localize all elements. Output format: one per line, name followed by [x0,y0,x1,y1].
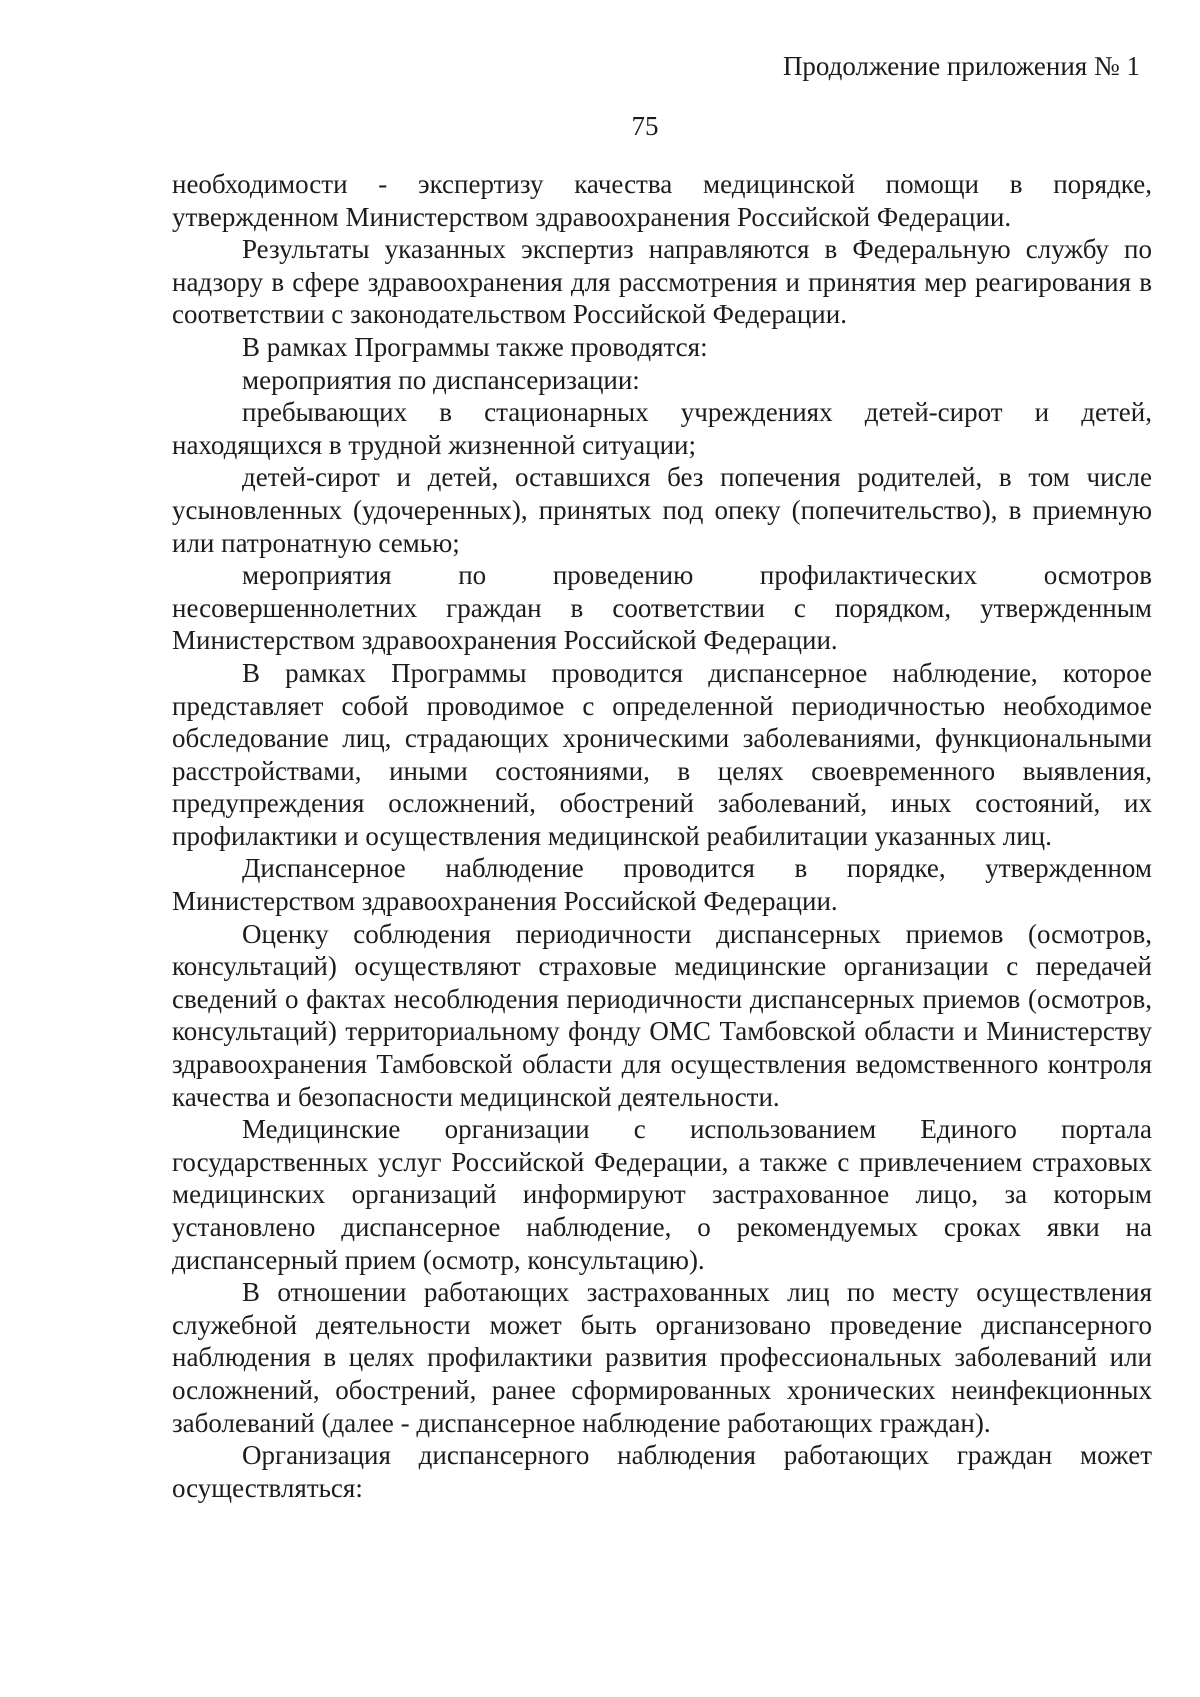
paragraph: Диспансерное наблюдение проводится в порядке, утвержденном Министерством здравоохранения Российской Федерации. [172,853,1152,917]
paragraph: В рамках Программы проводится диспансерное наблюдение, которое представляет собой проводимое с определенной периодичностью необходимое обследование лиц, страдающих хроническими заболеваниями, функциональными расстройствами, иными состояниями, в целях своевременного выявления, предупреждения осложнений, обострений заболеваний, иных состояний, их профилактики и осуществления медицинской реабилитации указанных лиц. [172,657,1152,851]
paragraph: Медицинские организации с использованием Единого портала государственных услуг Российской Федерации, а также с привлечением страховых медицинских организаций информируют застрахованное лицо, за которым установлено диспансерное наблюдение, о рекомендуемых сроках явки на диспансерный прием (осмотр, консультацию). [172,1114,1152,1275]
paragraph: Организация диспансерного наблюдения работающих граждан может осуществляться: [172,1440,1152,1503]
paragraph: мероприятия по проведению профилактических осмотров несовершеннолетних граждан в соответствии с порядком, утвержденным Министерством здравоохранения Российской Федерации. [172,560,1152,656]
paragraph: Оценку соблюдения периодичности диспансерных приемов (осмотров, консультаций) осуществляют страховые медицинские организации с передачей сведений о фактах несоблюдения периодичности диспансерных приемов (осмотров, консультаций) территориальному фонду ОМС Тамбовской области и Министерству здравоохранения Тамбовской области для осуществления ведомственного контроля качества и безопасности медицинской деятельности. [172,918,1152,1112]
paragraph: В отношении работающих застрахованных лиц по месту осуществления служебной деятельности может быть организовано проведение диспансерного наблюдения в целях профилактики развития профессиональных заболеваний или осложнений, обострений, ранее сформированных хронических неинфекционных заболеваний (далее - диспансерное наблюдение работающих граждан). [172,1277,1152,1438]
paragraph: мероприятия по диспансеризации: [242,364,640,395]
appendix-continuation-note: Продолжение приложения № 1 [782,51,1140,81]
paragraph: детей-сирот и детей, оставшихся без попечения родителей, в том числе усыновленных (удочеренных), принятых под опеку (попечительство), в приемную или патронатную семью; [172,462,1152,558]
paragraph: пребывающих в стационарных учреждениях детей-сирот и детей, находящихся в трудной жизненной ситуации; [172,397,1152,460]
paragraph: В рамках Программы также проводятся: [242,331,708,362]
paragraph: Результаты указанных экспертиз направляются в Федеральную службу по надзору в сфере здравоохранения для рассмотрения и принятия мер реагирования в соответствии с законодательством Российской Федерации. [172,234,1152,330]
document-body [172,168,1152,1504]
paragraph: необходимости - экспертизу качества медицинской помощи в порядке, утвержденном Министерством здравоохранения Российской Федерации. [172,169,1152,232]
page-number: 75 [631,111,659,141]
